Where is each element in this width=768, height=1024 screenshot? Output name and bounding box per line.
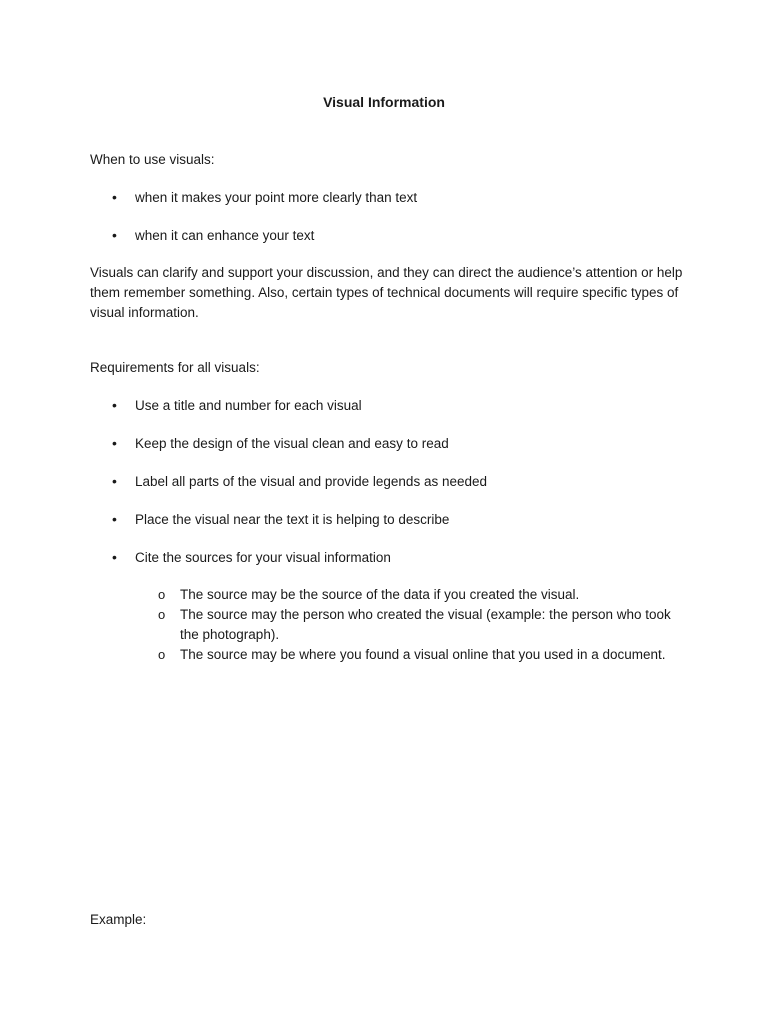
- bullet-icon: •: [112, 549, 117, 565]
- bullet-icon: •: [112, 473, 117, 489]
- bullet-icon: •: [112, 189, 117, 205]
- requirement-bullet-1: Use a title and number for each visual: [135, 398, 362, 413]
- when-bullet-1: when it makes your point more clearly than text: [135, 190, 418, 205]
- intro-paragraph: Visuals can clarify and support your discussion, and they can direct the audience’s attention or help them remember something. Also, certain types of technical documents will require specific types of visual information.: [90, 265, 683, 320]
- source-subitem-3: The source may be where you found a visual online that you used in a document.: [180, 647, 666, 662]
- when-heading: When to use visuals:: [90, 152, 215, 167]
- requirement-bullet-4: Place the visual near the text it is helping to describe: [135, 512, 450, 527]
- page-title: Visual Information: [323, 94, 445, 110]
- source-subitem-2: The source may the person who created the visual (example: the person who took the photograph).: [180, 607, 671, 642]
- sub-bullet-icon: o: [158, 607, 166, 622]
- bullet-icon: •: [112, 435, 117, 451]
- example-label: Example:: [90, 912, 147, 927]
- bullet-icon: •: [112, 397, 117, 413]
- source-subitem-1: The source may be the source of the data if you created the visual.: [180, 587, 580, 602]
- requirement-bullet-5: Cite the sources for your visual information: [135, 550, 391, 565]
- requirements-heading: Requirements for all visuals:: [90, 360, 260, 375]
- requirement-bullet-2: Keep the design of the visual clean and easy to read: [135, 436, 449, 451]
- sub-bullet-icon: o: [158, 647, 166, 662]
- sub-bullet-icon: o: [158, 587, 166, 602]
- bullet-icon: •: [112, 511, 117, 527]
- bullet-icon: •: [112, 227, 117, 243]
- when-bullet-2: when it can enhance your text: [135, 228, 315, 243]
- requirement-bullet-3: Label all parts of the visual and provide legends as needed: [135, 474, 487, 489]
